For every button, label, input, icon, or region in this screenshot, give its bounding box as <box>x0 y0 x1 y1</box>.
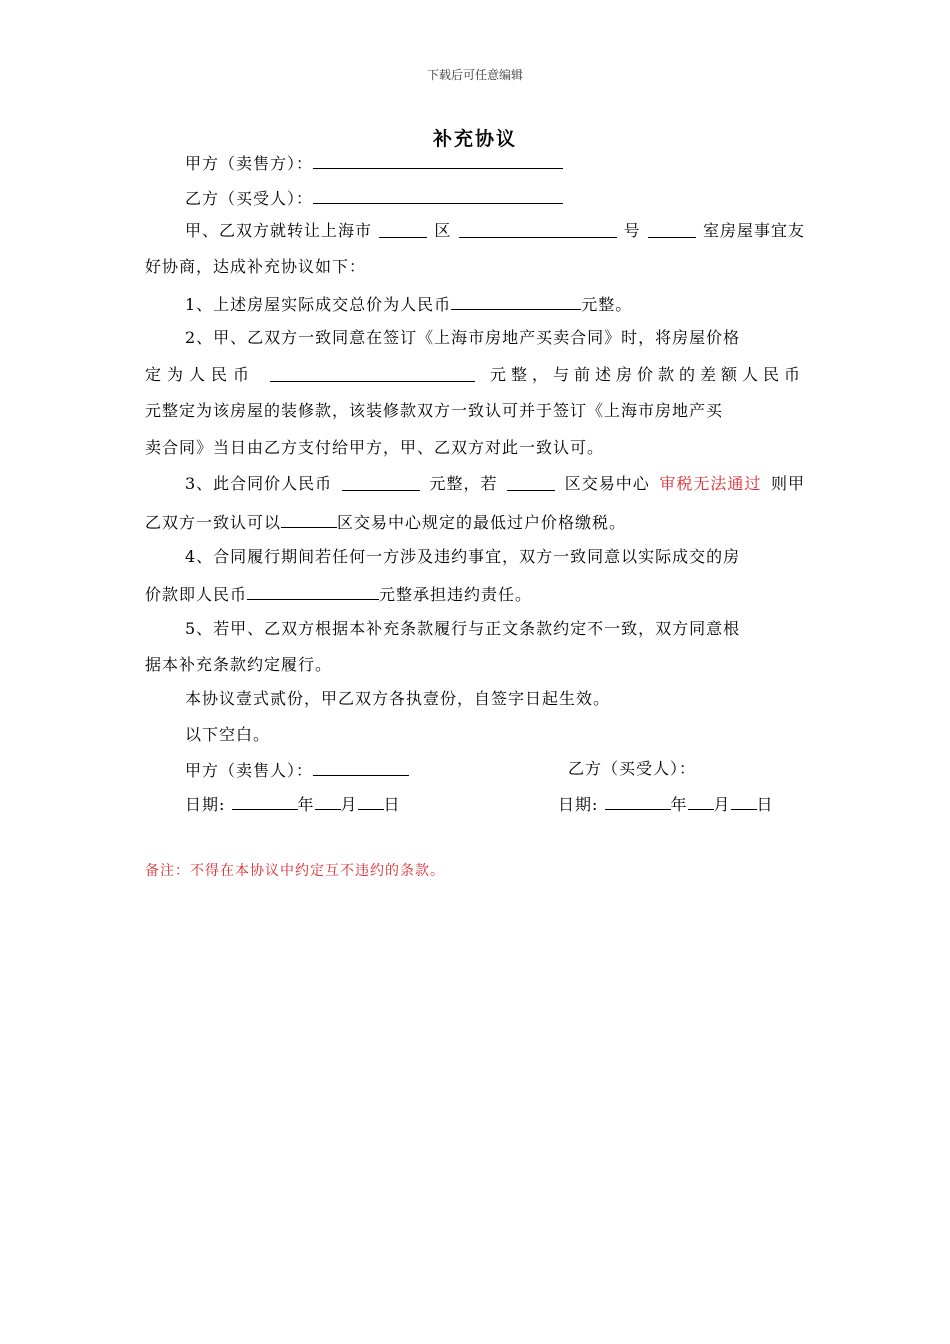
intro-text: 区 <box>434 221 452 240</box>
month-blank <box>315 792 341 810</box>
date-unit: 年 <box>670 795 688 814</box>
clause-2-line3: 元整定为该房屋的装修款，该装修款双方一致认可并于签订《上海市房地产买 <box>145 401 724 420</box>
clause-text: 元整，与前述房价款的差额人民币 <box>489 365 805 384</box>
date-b <box>558 792 774 816</box>
clause-1 <box>185 292 632 316</box>
party-a-label: 甲方（卖售方）： <box>185 154 314 173</box>
blank-below-text: 以下空白。 <box>185 725 271 744</box>
intro-text: 号 <box>623 221 641 240</box>
clause-2-line1: 2、甲、乙双方一致同意在签订《上海市房地产买卖合同》时，将房屋价格 <box>185 328 741 347</box>
sign-label: 乙方（买受人）： <box>568 759 697 778</box>
clause-text: 3、此合同价人民币 <box>185 474 333 493</box>
date-label: 日期: <box>185 795 226 814</box>
clause-3-line1 <box>185 473 805 495</box>
intro-text: 甲、乙双方就转让上海市 <box>185 221 373 240</box>
clause3-price-blank <box>342 473 420 491</box>
intro-line1 <box>185 220 805 242</box>
page-title: 补充协议 <box>432 128 517 150</box>
clause-text: 定为人民币 <box>145 365 256 384</box>
date-label: 日期: <box>558 795 599 814</box>
year-blank <box>232 792 298 810</box>
intro-line2: 好协商，达成补充协议如下： <box>145 257 367 276</box>
highlighted-text: 审税无法通过 <box>659 474 762 493</box>
date-unit: 月 <box>340 795 358 814</box>
party-b-row <box>185 186 563 210</box>
clause-text: 区交易中心规定的最低过户价格缴税。 <box>337 513 627 532</box>
date-unit: 年 <box>297 795 315 814</box>
total-price-blank <box>451 292 581 310</box>
clause-2-line2 <box>145 364 805 386</box>
street-blank <box>459 220 617 238</box>
date-unit: 日 <box>756 795 774 814</box>
header-note: 下载后可任意编辑 <box>426 68 523 82</box>
clause-2-line4: 卖合同》当日由乙方支付给甲方，甲、乙双方对此一致认可。 <box>145 438 605 457</box>
party-b-blank <box>313 186 563 204</box>
copies-text: 本协议壹式贰份，甲乙双方各执壹份，自签字日起生效。 <box>185 689 611 708</box>
sign-party-b <box>568 758 696 780</box>
clause-text: 价款即人民币 <box>145 585 248 604</box>
clause-text: 则甲 <box>770 474 805 493</box>
party-a-blank <box>313 151 563 169</box>
year-blank <box>605 792 671 810</box>
remark-note: 备注：不得在本协议中约定互不违约的条款。 <box>145 863 445 879</box>
date-unit: 月 <box>713 795 731 814</box>
day-blank <box>731 792 757 810</box>
clause-text: 乙双方一致认可以 <box>145 513 282 532</box>
clause3-district2-blank <box>281 510 337 528</box>
clause4-price-blank <box>247 582 379 600</box>
clause-5-line2: 据本补充条款约定履行。 <box>145 655 333 674</box>
date-unit: 日 <box>383 795 401 814</box>
clause-4-line2 <box>145 582 532 606</box>
month-blank <box>688 792 714 810</box>
clause-text: 元整承担违约责任。 <box>379 585 533 604</box>
intro-text: 室房屋事宜友 <box>702 221 805 240</box>
clause-text: 1、上述房屋实际成交总价为人民币 <box>185 295 452 314</box>
district-blank <box>379 220 427 238</box>
date-a <box>185 792 401 816</box>
clause-text: 元整，若 <box>429 474 498 493</box>
party-b-label: 乙方（买受人）： <box>185 189 314 208</box>
room-blank <box>648 220 696 238</box>
clause-5-line1: 5、若甲、乙双方根据本补充条款履行与正文条款约定不一致，双方同意根 <box>185 619 741 638</box>
day-blank <box>358 792 384 810</box>
clause-3-line2 <box>145 510 626 534</box>
clause-text: 元整。 <box>581 295 633 314</box>
sign-party-a <box>185 758 409 782</box>
sign-a-blank <box>313 758 409 776</box>
party-a-row <box>185 151 563 175</box>
clause3-district-blank <box>507 473 555 491</box>
contract-price-blank <box>270 364 475 382</box>
clause-4-line1: 4、合同履行期间若任何一方涉及违约事宜，双方一致同意以实际成交的房 <box>185 547 741 566</box>
clause-text: 区交易中心 <box>564 474 650 493</box>
sign-label: 甲方（卖售人）： <box>185 761 314 780</box>
